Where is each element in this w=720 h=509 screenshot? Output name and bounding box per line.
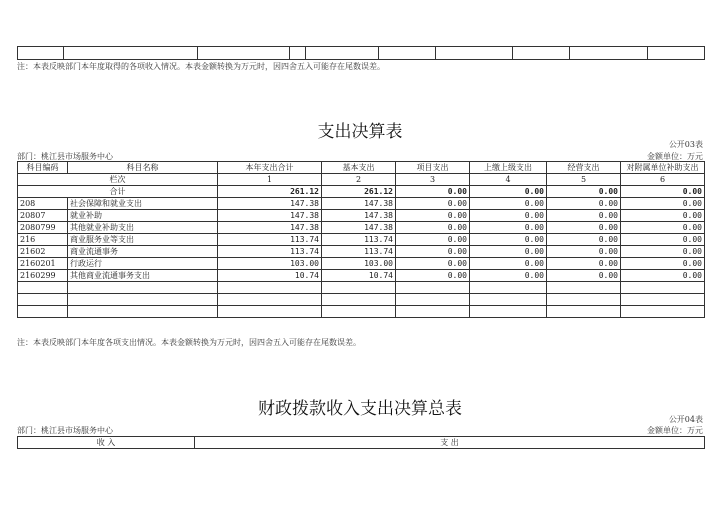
table-row (18, 246, 705, 258)
table4-title: 财政拨款收入支出决算总表 (258, 399, 462, 419)
table4-unit: 金额单位：万元 (647, 426, 703, 435)
amount-cell: 10.74 (218, 270, 322, 282)
amount-cell: 113.74 (218, 246, 322, 258)
table-row (18, 258, 705, 270)
total-label: 合计 (18, 186, 218, 198)
empty-row (18, 282, 705, 294)
table4-dept: 部门：桃江县市场服务中心 (17, 426, 113, 435)
column-number: 6 (621, 174, 705, 186)
subject-code: 2160299 (18, 270, 68, 282)
amount-cell: 0.00 (470, 198, 547, 210)
header-cell: 科目名称 (68, 162, 218, 174)
subject-name: 其他商业流通事务支出 (68, 270, 218, 282)
amount-cell: 0.00 (396, 258, 470, 270)
amount-cell: 0.00 (547, 246, 621, 258)
previous-table-fragment (17, 46, 705, 60)
amount-cell: 147.38 (322, 222, 396, 234)
amount-cell: 103.00 (322, 258, 396, 270)
amount-cell: 147.38 (322, 210, 396, 222)
column-number: 5 (547, 174, 621, 186)
amount-cell: 0.00 (396, 246, 470, 258)
amount-cell: 147.38 (218, 210, 322, 222)
table3-dept: 部门：桃江县市场服务中心 (17, 152, 113, 161)
amount-cell: 0.00 (396, 270, 470, 282)
amount-cell: 0.00 (470, 246, 547, 258)
amount-cell: 0.00 (621, 246, 705, 258)
header-cell: 基本支出 (322, 162, 396, 174)
subject-name: 商业流通事务 (68, 246, 218, 258)
amount-cell: 113.74 (322, 246, 396, 258)
subject-name: 商业服务业等支出 (68, 234, 218, 246)
amount-cell: 0.00 (396, 210, 470, 222)
amount-cell: 0.00 (547, 198, 621, 210)
subject-name: 就业补助 (68, 210, 218, 222)
fiscal-summary-table (17, 436, 705, 449)
table3-title: 支出决算表 (317, 122, 403, 142)
amount-cell: 0.00 (470, 222, 547, 234)
income-header: 收 入 (18, 437, 195, 449)
header-row (18, 162, 705, 174)
subject-name: 社会保障和就业支出 (68, 198, 218, 210)
amount-cell: 0.00 (621, 234, 705, 246)
top-note: 注：本表反映部门本年度取得的各项收入情况。本表金额转换为万元时，因四舍五入可能存在尾数误差。 (17, 62, 385, 71)
header-cell: 经营支出 (547, 162, 621, 174)
amount-cell: 113.74 (218, 234, 322, 246)
amount-cell: 0.00 (396, 198, 470, 210)
index-label: 栏次 (18, 174, 218, 186)
amount-cell: 0.00 (547, 258, 621, 270)
column-number: 1 (218, 174, 322, 186)
amount-cell: 10.74 (322, 270, 396, 282)
amount-cell: 0.00 (396, 222, 470, 234)
subject-code: 208 (18, 198, 68, 210)
header-row (18, 437, 705, 449)
table3-unit: 金额单位：万元 (647, 152, 703, 161)
amount-cell: 147.38 (218, 198, 322, 210)
amount-cell: 0.00 (547, 270, 621, 282)
total-cell: 0.00 (396, 186, 470, 198)
expense-header: 支 出 (195, 437, 705, 449)
table-row (18, 234, 705, 246)
subject-name: 其他就业补助支出 (68, 222, 218, 234)
amount-cell: 0.00 (621, 270, 705, 282)
table3-note: 注：本表反映部门本年度各项支出情况。本表金额转换为万元时，因四舍五入可能存在尾数误差。 (17, 338, 361, 347)
amount-cell: 147.38 (322, 198, 396, 210)
subject-code: 2160201 (18, 258, 68, 270)
table-row (18, 222, 705, 234)
amount-cell: 0.00 (547, 210, 621, 222)
table-row (18, 270, 705, 282)
subject-code: 2080799 (18, 222, 68, 234)
subject-code: 216 (18, 234, 68, 246)
table-row (18, 210, 705, 222)
amount-cell: 0.00 (396, 234, 470, 246)
amount-cell: 0.00 (621, 210, 705, 222)
total-cell: 261.12 (322, 186, 396, 198)
total-cell: 261.12 (218, 186, 322, 198)
header-cell: 上缴上级支出 (470, 162, 547, 174)
total-cell: 0.00 (470, 186, 547, 198)
expenditure-rows (18, 198, 705, 282)
header-cell: 本年支出合计 (218, 162, 322, 174)
subject-code: 21602 (18, 246, 68, 258)
table-row (18, 198, 705, 210)
table3-code: 公开03表 (668, 140, 703, 149)
amount-cell: 0.00 (547, 222, 621, 234)
amount-cell: 0.00 (621, 198, 705, 210)
column-number: 2 (322, 174, 396, 186)
subject-code: 20807 (18, 210, 68, 222)
empty-row (18, 306, 705, 318)
column-number: 3 (396, 174, 470, 186)
total-cell: 0.00 (547, 186, 621, 198)
table4-code: 公开04表 (668, 415, 703, 424)
total-row (18, 186, 705, 198)
amount-cell: 0.00 (470, 258, 547, 270)
amount-cell: 113.74 (322, 234, 396, 246)
header-cell: 项目支出 (396, 162, 470, 174)
header-cell: 对附属单位补助支出 (621, 162, 705, 174)
total-cell: 0.00 (621, 186, 705, 198)
index-row (18, 174, 705, 186)
column-number: 4 (470, 174, 547, 186)
amount-cell: 147.38 (218, 222, 322, 234)
amount-cell: 0.00 (621, 222, 705, 234)
subject-name: 行政运行 (68, 258, 218, 270)
amount-cell: 0.00 (470, 270, 547, 282)
amount-cell: 0.00 (470, 234, 547, 246)
amount-cell: 0.00 (621, 258, 705, 270)
expenditure-table (17, 161, 705, 318)
empty-row (18, 294, 705, 306)
amount-cell: 0.00 (470, 210, 547, 222)
amount-cell: 103.00 (218, 258, 322, 270)
header-cell: 科目编码 (18, 162, 68, 174)
amount-cell: 0.00 (547, 234, 621, 246)
